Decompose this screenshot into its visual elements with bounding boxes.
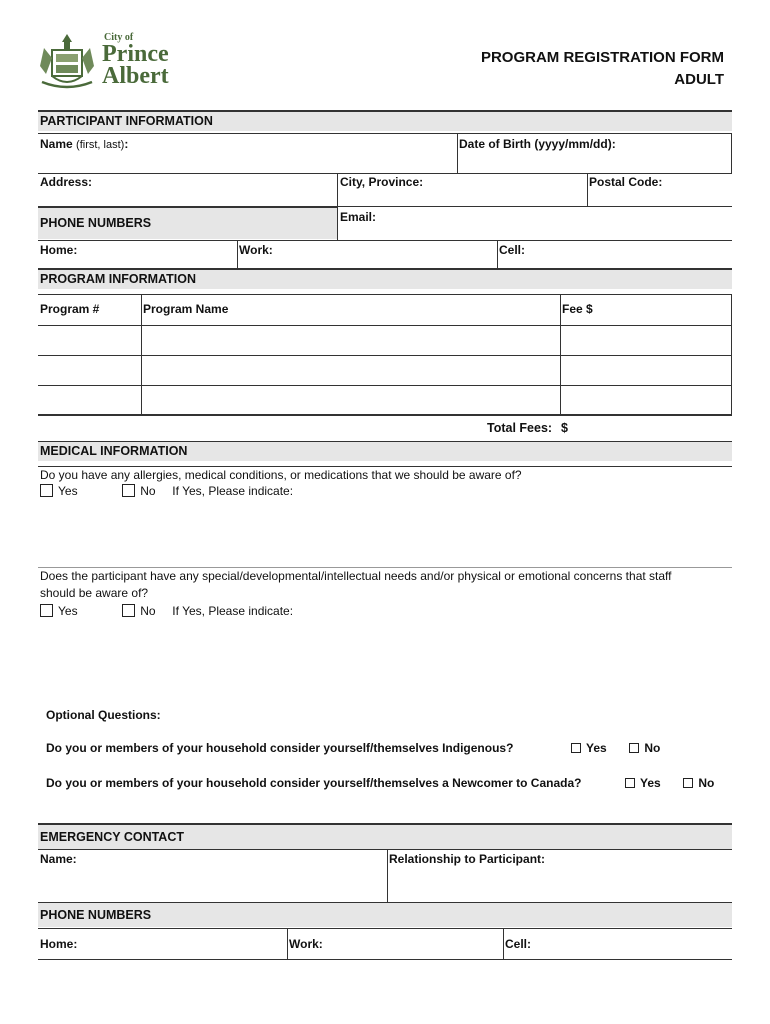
- relationship-label: Relationship to Participant:: [389, 852, 546, 866]
- emergency-section-header: EMERGENCY CONTACT: [38, 823, 732, 849]
- newcomer-question: Do you or members of your household consider yourself/themselves a Newcomer to Canada?: [46, 776, 582, 790]
- newcomer-yes-label: Yes: [640, 776, 661, 790]
- q2-no-checkbox[interactable]: [122, 604, 135, 617]
- medical-section-header: MEDICAL INFORMATION: [38, 441, 732, 461]
- logo-prince: Prince: [102, 41, 169, 67]
- participant-section-header: PARTICIPANT INFORMATION: [38, 110, 732, 131]
- medical-q1-options: [40, 484, 293, 498]
- indigenous-no-checkbox[interactable]: [629, 743, 639, 753]
- fee-header: Fee $: [562, 302, 593, 316]
- form-title: [481, 47, 724, 91]
- program-name-header: Program Name: [143, 302, 229, 316]
- work-phone-label: Work:: [239, 243, 273, 257]
- indigenous-question: Do you or members of your household consider yourself/themselves Indigenous?: [46, 741, 514, 755]
- medical-q2-options: [40, 604, 293, 618]
- program-section-header: PROGRAM INFORMATION: [38, 268, 732, 289]
- emergency-phone-section-header: PHONE NUMBERS: [38, 902, 732, 927]
- emergency-name-label: Name:: [40, 852, 77, 866]
- emergency-cell-label: Cell:: [505, 937, 532, 951]
- q2-yes-label: Yes: [58, 604, 78, 618]
- q2-yes-checkbox[interactable]: [40, 604, 53, 617]
- logo-albert: Albert: [102, 63, 169, 89]
- medical-question-1: Do you have any allergies, medical conditions, or medications that we should be aware of?: [40, 468, 522, 482]
- q1-no-checkbox[interactable]: [122, 484, 135, 497]
- address-label: Address:: [40, 175, 93, 189]
- total-fees-currency: $: [561, 421, 568, 435]
- newcomer-options: [625, 776, 714, 790]
- cell-phone-label: Cell:: [499, 243, 526, 257]
- name-colon: :: [124, 137, 129, 151]
- form-title-line2: ADULT: [674, 71, 724, 88]
- home-phone-label: Home:: [40, 243, 78, 257]
- crest-icon: [36, 30, 98, 92]
- emergency-home-label: Home:: [40, 937, 78, 951]
- name-label: [40, 137, 128, 151]
- indigenous-yes-label: Yes: [586, 741, 607, 755]
- indigenous-options: [571, 741, 660, 755]
- medical-question-2-line2: should be aware of?: [40, 586, 149, 600]
- form-title-line1: PROGRAM REGISTRATION FORM: [480, 49, 724, 66]
- phone-section-header: PHONE NUMBERS: [38, 206, 337, 239]
- name-hint: (first, last): [76, 139, 125, 151]
- newcomer-yes-checkbox[interactable]: [625, 778, 635, 788]
- indigenous-no-label: No: [644, 741, 661, 755]
- logo-city-of: City of: [104, 32, 134, 43]
- q2-if-yes-label: If Yes, Please indicate:: [172, 604, 294, 618]
- q2-no-label: No: [140, 604, 156, 618]
- q1-no-label: No: [140, 484, 156, 498]
- emergency-work-label: Work:: [289, 937, 323, 951]
- city-logo: [36, 30, 171, 92]
- program-row: [38, 355, 732, 356]
- email-label: Email:: [340, 210, 377, 224]
- city-province-label: City, Province:: [340, 175, 424, 189]
- total-fees-label: Total Fees:: [487, 421, 553, 435]
- dob-label: Date of Birth (yyyy/mm/dd):: [459, 137, 616, 151]
- q1-if-yes-label: If Yes, Please indicate:: [172, 484, 294, 498]
- program-row: [38, 414, 732, 416]
- q1-yes-checkbox[interactable]: [40, 484, 53, 497]
- program-row: [38, 385, 732, 386]
- indigenous-yes-checkbox[interactable]: [571, 743, 581, 753]
- postal-code-label: Postal Code:: [589, 175, 663, 189]
- medical-question-2-line1: Does the participant have any special/developmental/intellectual needs and/or physical or emotional concerns that staff: [40, 569, 672, 583]
- q1-yes-label: Yes: [58, 484, 78, 498]
- name-label-text: Name: [40, 137, 73, 151]
- newcomer-no-checkbox[interactable]: [683, 778, 693, 788]
- program-number-header: Program #: [40, 302, 100, 316]
- optional-questions-heading: Optional Questions:: [46, 708, 161, 722]
- newcomer-no-label: No: [698, 776, 715, 790]
